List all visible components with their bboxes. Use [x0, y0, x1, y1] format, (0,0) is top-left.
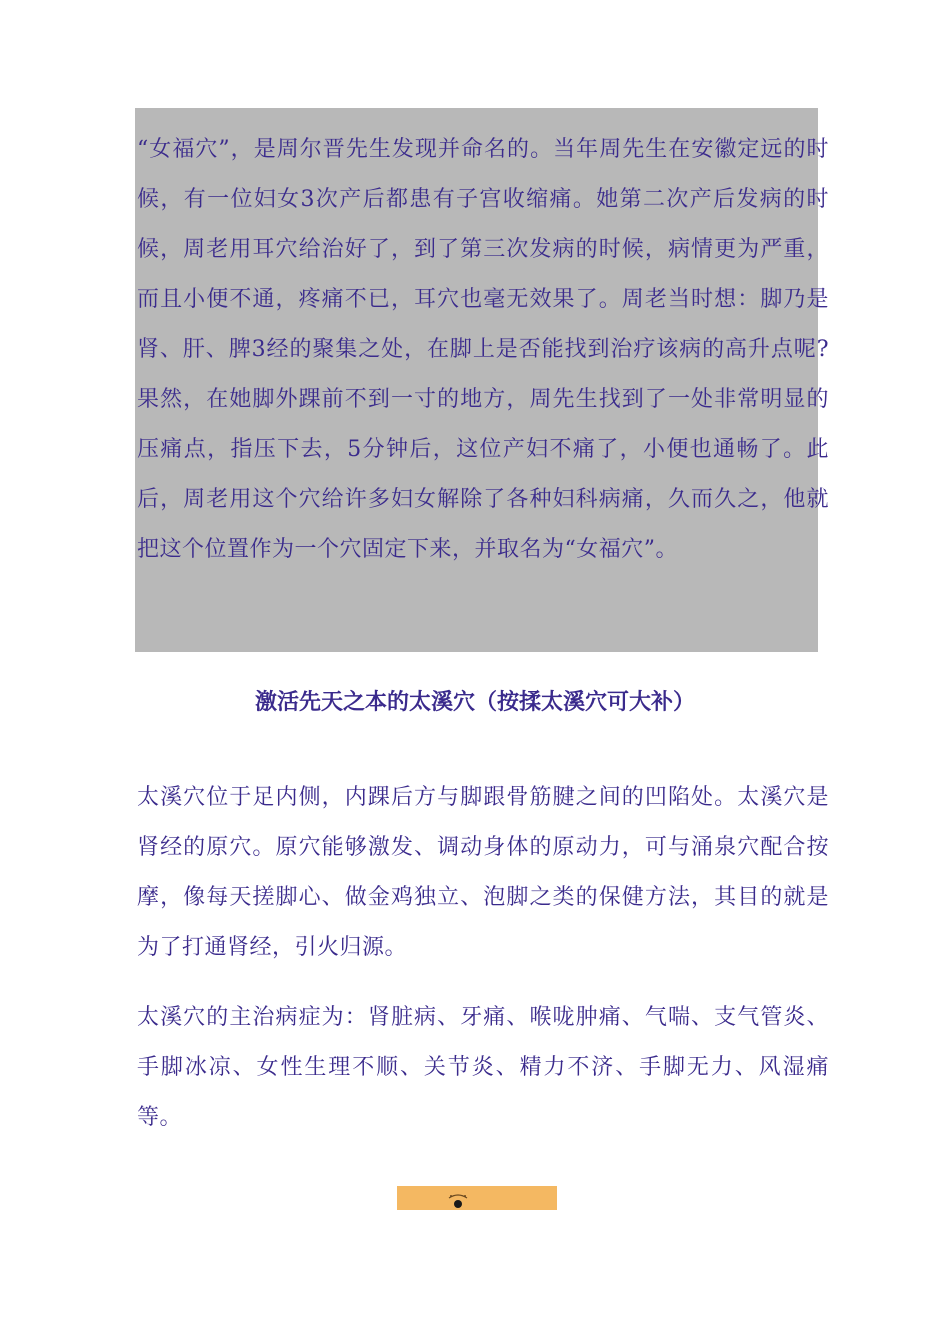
foot-illustration — [397, 1186, 557, 1210]
paragraph-taixi-location: 太溪穴位于足内侧，内踝后方与脚跟骨筋腱之间的凹陷处。太溪穴是肾经的原穴。原穴能够激发、调动身体的原动力，可与涌泉穴配合按摩，像每天搓脚心、做金鸡独立、泡脚之类的保健方法，其目的就是为了打通肾经，引火归源。 — [137, 785, 829, 960]
paragraph-taixi-indications: 太溪穴的主治病症为：肾脏病、牙痛、喉咙肿痛、气喘、支气管炎、手脚冰凉、女性生理不顺、关节炎、精力不济、手脚无力、风湿痛等。 — [137, 1005, 829, 1130]
paragraph-nufu-point: “女福穴”，是周尔晋先生发现并命名的。当年周先生在安徽定远的时候，有一位妇女3次产后都患有子宫收缩痛。她第二次产后发病的时候，周老用耳穴给治好了，到了第三次发病的时候，病情更为严重，而且小便不通，疼痛不已，耳穴也毫无效果了。周老当时想：脚乃是肾、肝、脾3经的聚集之处，在脚上是否能找到治疗该病的高升点呢?果然，在她脚外踝前不到一寸的地方，周先生找到了一处非常明显的压痛点，指压下去，5分钟后，这位产妇不痛了，小便也通畅了。此后，周老用这个穴给许多妇女解除了各种妇科病痛，久而久之，他就把这个位置作为一个穴固定下来，并取名为“女福穴”。 — [137, 137, 829, 562]
foot-illustration-icon — [445, 1190, 471, 1210]
section-heading: 激活先天之本的太溪穴（按揉太溪穴可大补） — [254, 689, 695, 715]
